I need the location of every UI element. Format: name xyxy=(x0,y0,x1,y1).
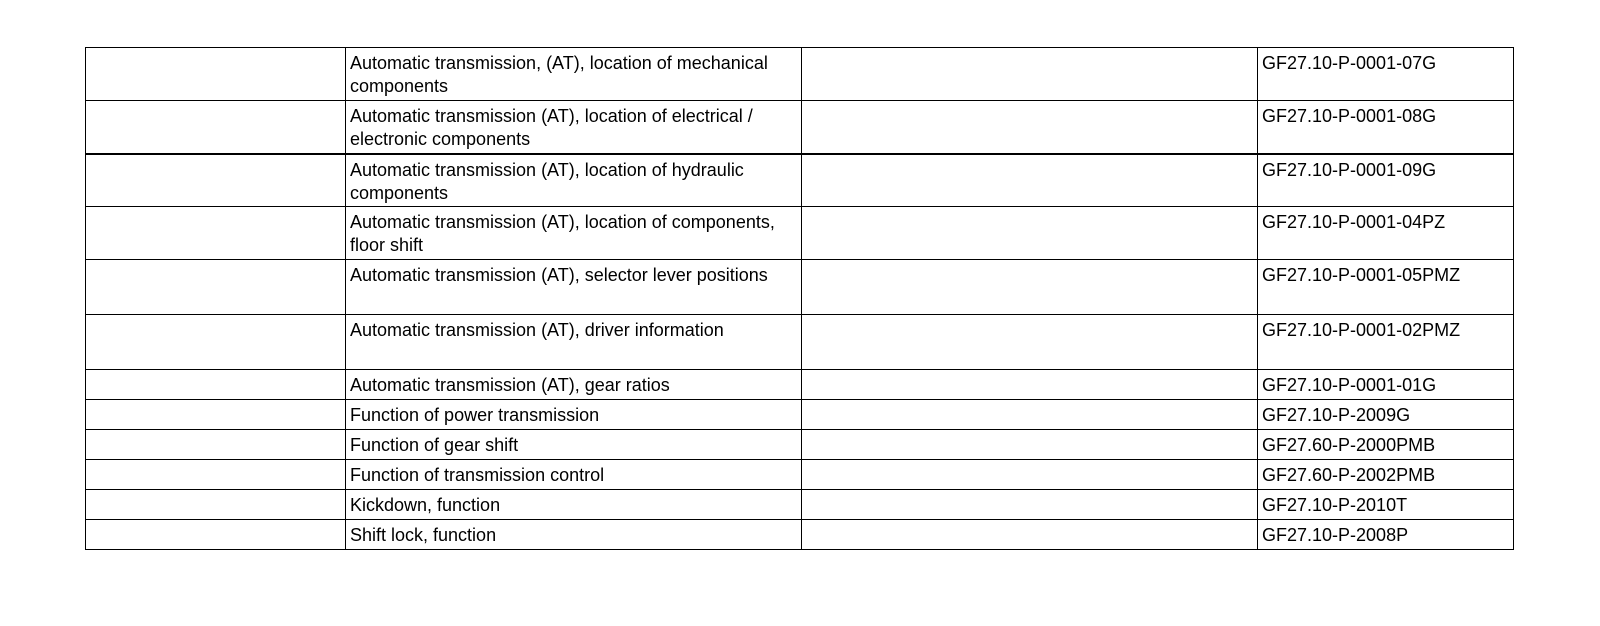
table-row xyxy=(86,48,1514,101)
document-id-cell: GF27.10-P-0001-01G xyxy=(1258,370,1514,400)
document-reference-table xyxy=(85,47,1514,550)
blank-cell-middle xyxy=(802,315,1258,370)
blank-cell-middle xyxy=(802,460,1258,490)
table-row xyxy=(86,400,1514,430)
document-title-cell: Automatic transmission (AT), location of hydraulic components xyxy=(346,154,802,207)
document-title-cell: Automatic transmission (AT), location of components, floor shift xyxy=(346,207,802,260)
document-id-cell: GF27.10-P-0001-07G xyxy=(1258,48,1514,101)
document-title-cell: Kickdown, function xyxy=(346,490,802,520)
document-id-cell: GF27.10-P-2008P xyxy=(1258,520,1514,550)
table-row xyxy=(86,101,1514,154)
table-row xyxy=(86,370,1514,400)
table-row xyxy=(86,490,1514,520)
document-title-cell: Automatic transmission, (AT), location of mechanical components xyxy=(346,48,802,101)
document-id-cell: GF27.10-P-2009G xyxy=(1258,400,1514,430)
blank-cell-left xyxy=(86,460,346,490)
blank-cell-left xyxy=(86,315,346,370)
table-row xyxy=(86,520,1514,550)
document-id-cell: GF27.10-P-0001-02PMZ xyxy=(1258,315,1514,370)
blank-cell-middle xyxy=(802,370,1258,400)
blank-cell-middle xyxy=(802,207,1258,260)
table-row xyxy=(86,154,1514,207)
blank-cell-middle xyxy=(802,490,1258,520)
document-title-cell: Function of transmission control xyxy=(346,460,802,490)
document-title-cell: Automatic transmission (AT), driver information xyxy=(346,315,802,370)
document-title-cell: Shift lock, function xyxy=(346,520,802,550)
blank-cell-left xyxy=(86,490,346,520)
document-id-cell: GF27.10-P-0001-04PZ xyxy=(1258,207,1514,260)
blank-cell-left xyxy=(86,520,346,550)
blank-cell-left xyxy=(86,48,346,101)
document-id-cell: GF27.10-P-2010T xyxy=(1258,490,1514,520)
document-id-cell: GF27.10-P-0001-09G xyxy=(1258,154,1514,207)
document-title-cell: Automatic transmission (AT), selector lever positions xyxy=(346,260,802,315)
table-body xyxy=(86,48,1514,550)
document-id-cell: GF27.10-P-0001-05PMZ xyxy=(1258,260,1514,315)
document-title-cell: Function of gear shift xyxy=(346,430,802,460)
blank-cell-middle xyxy=(802,520,1258,550)
blank-cell-left xyxy=(86,260,346,315)
blank-cell-middle xyxy=(802,260,1258,315)
blank-cell-middle xyxy=(802,101,1258,154)
document-id-cell: GF27.10-P-0001-08G xyxy=(1258,101,1514,154)
table-row xyxy=(86,260,1514,315)
table-row xyxy=(86,207,1514,260)
blank-cell-left xyxy=(86,101,346,154)
document-title-cell: Automatic transmission (AT), location of electrical / electronic components xyxy=(346,101,802,154)
document-id-cell: GF27.60-P-2002PMB xyxy=(1258,460,1514,490)
blank-cell-middle xyxy=(802,48,1258,101)
blank-cell-left xyxy=(86,207,346,260)
document-title-cell: Function of power transmission xyxy=(346,400,802,430)
blank-cell-left xyxy=(86,400,346,430)
blank-cell-middle xyxy=(802,154,1258,207)
document-title-cell: Automatic transmission (AT), gear ratios xyxy=(346,370,802,400)
table-row xyxy=(86,460,1514,490)
document-id-cell: GF27.60-P-2000PMB xyxy=(1258,430,1514,460)
blank-cell-left xyxy=(86,430,346,460)
blank-cell-middle xyxy=(802,400,1258,430)
blank-cell-middle xyxy=(802,430,1258,460)
blank-cell-left xyxy=(86,154,346,207)
table-row xyxy=(86,315,1514,370)
blank-cell-left xyxy=(86,370,346,400)
table-row xyxy=(86,430,1514,460)
